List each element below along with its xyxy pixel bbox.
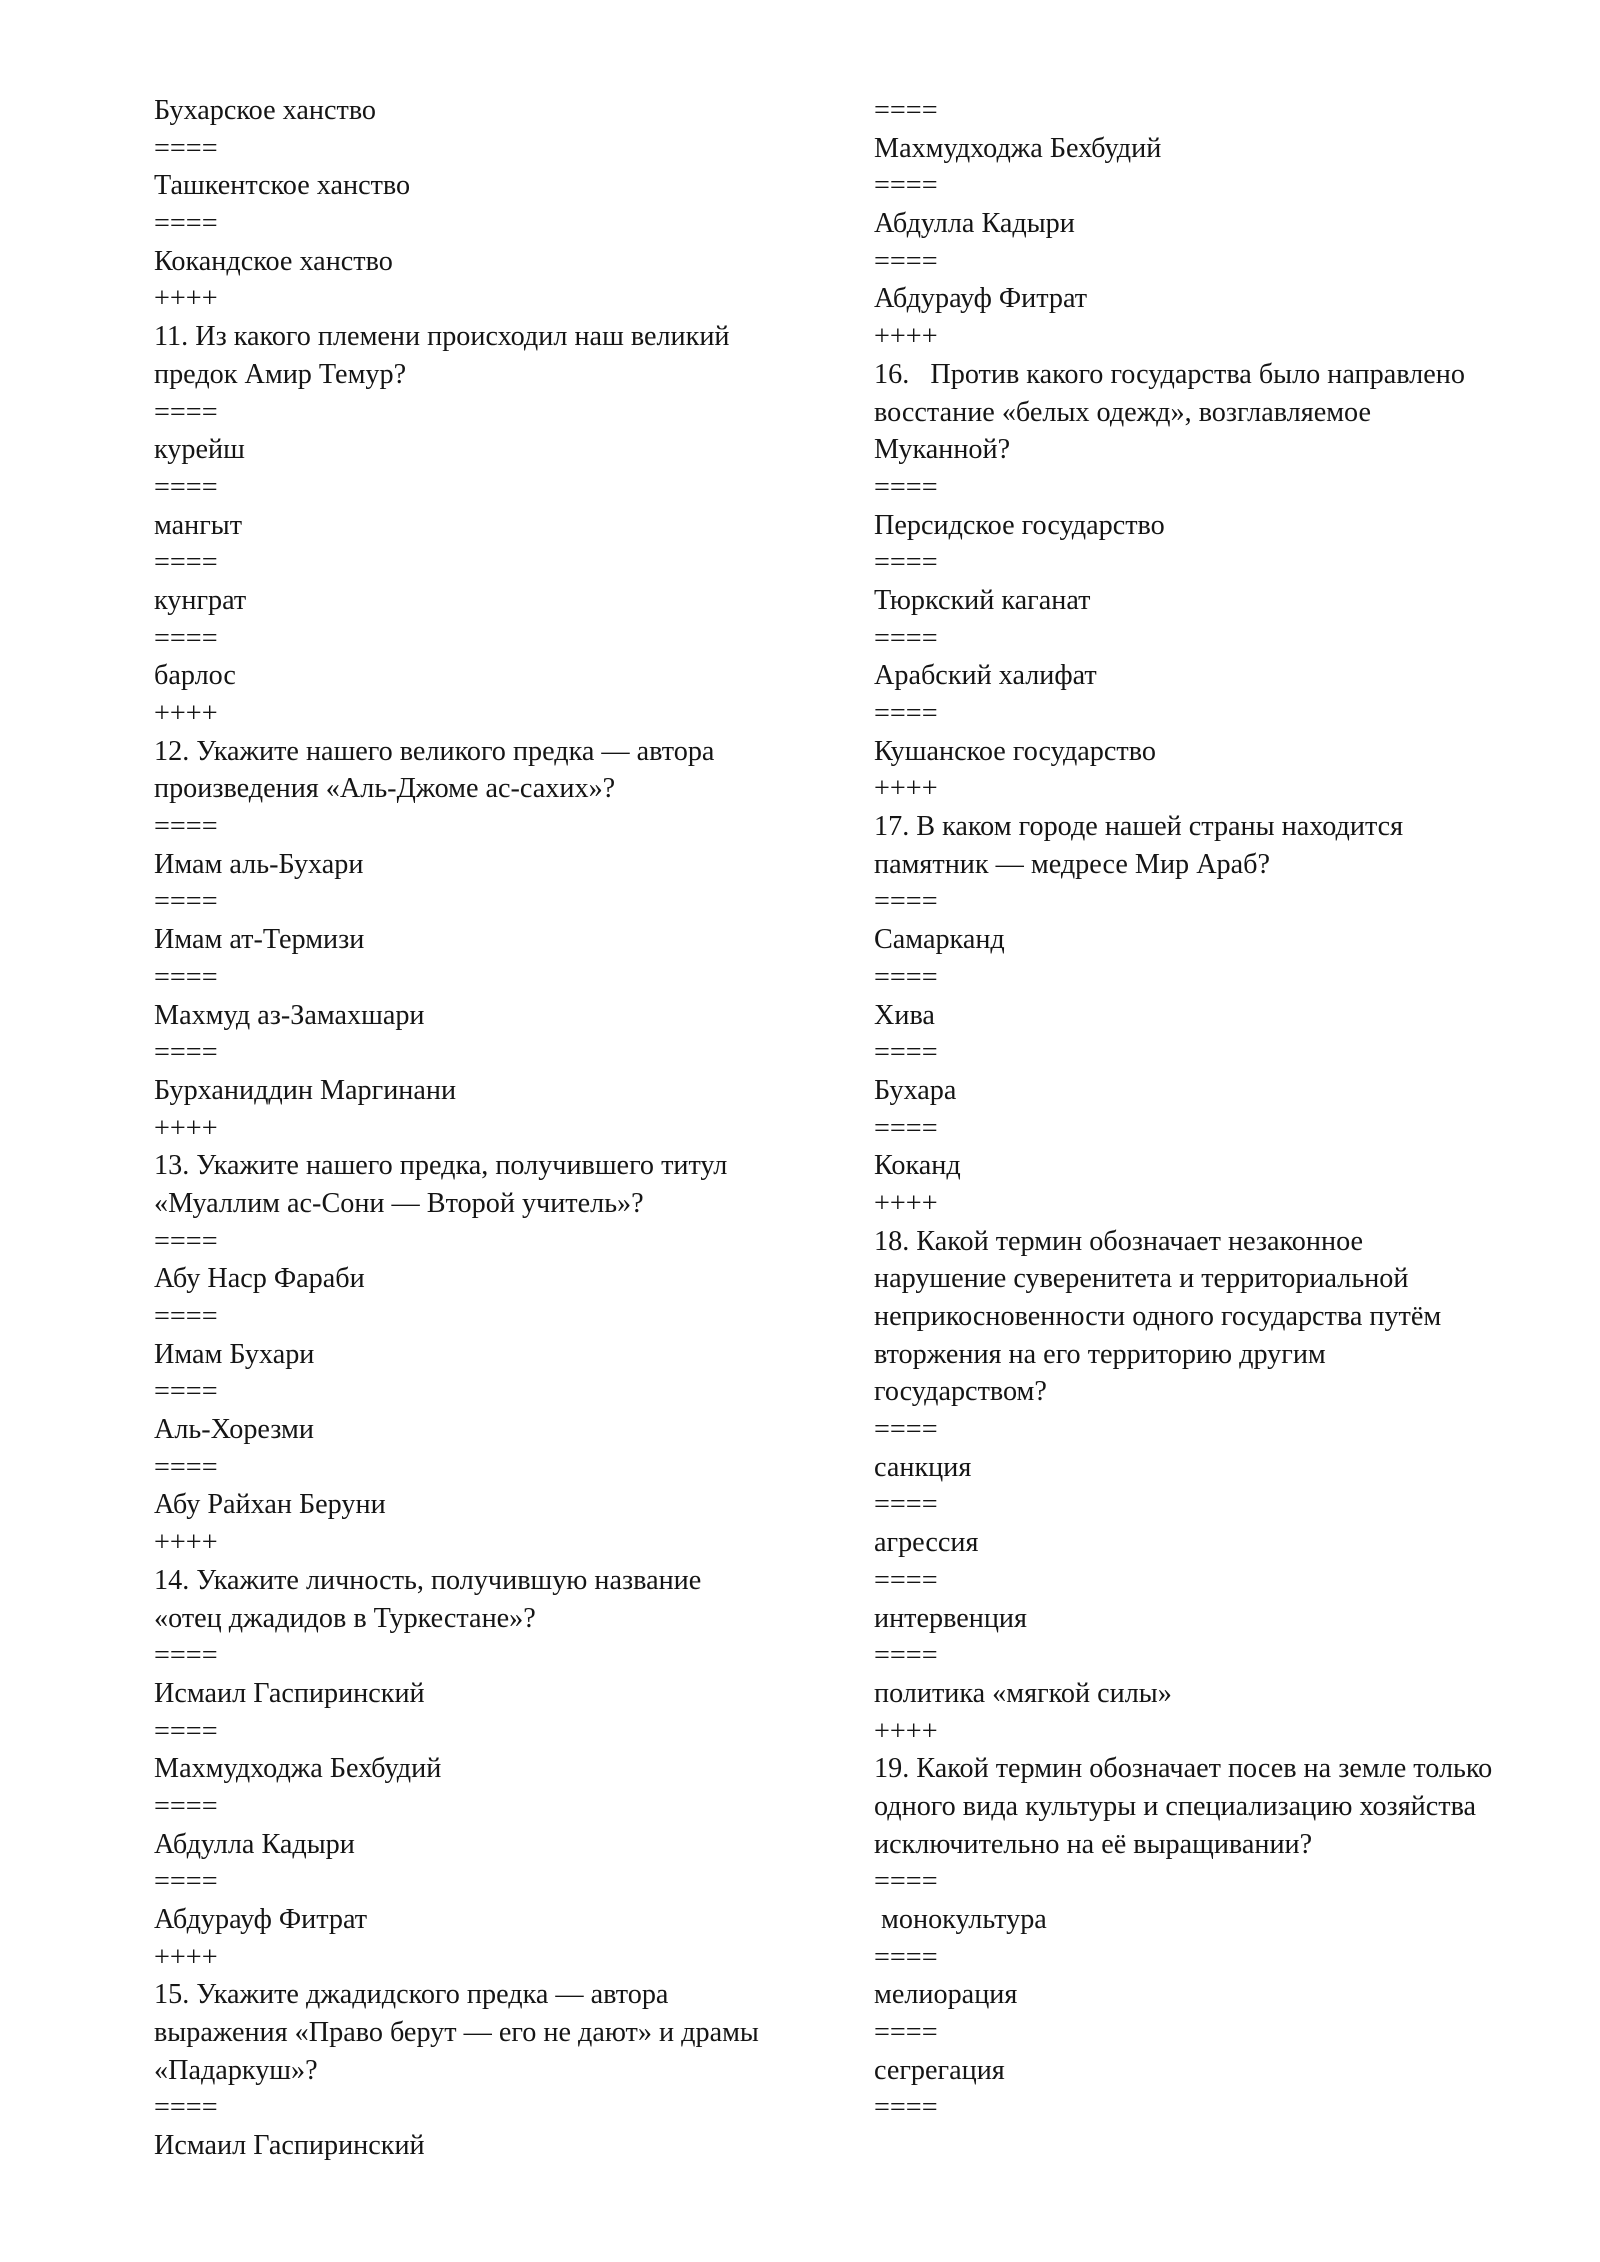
question-19-line: исключительно на её выращивании? [874, 1828, 1313, 1860]
answer-option: Махмудходжа Бехбудий [154, 1753, 442, 1785]
option-separator: ==== [874, 95, 938, 126]
option-separator: ==== [874, 547, 938, 579]
question-18-line: нарушение суверенитета и территориальной [874, 1263, 1409, 1295]
answer-option: Тюркский каганат [874, 584, 1091, 616]
answer-option: Абдурауф Фитрат [154, 1904, 368, 1935]
answer-option: Абдулла Кадыри [874, 208, 1075, 240]
option-separator: ==== [154, 622, 218, 654]
answer-option: Персидское государство [874, 509, 1165, 541]
question-12-line: 12. Укажите нашего великого предка — автора [154, 735, 715, 767]
question-11-line: предок Амир Темур? [154, 358, 407, 390]
question-15-line: «Падаркуш»? [154, 2054, 318, 2086]
question-13-line: 13. Укажите нашего предка, получившего титул [154, 1150, 728, 1182]
answer-option: Коканд [874, 1150, 961, 1182]
question-separator: ++++ [874, 1187, 938, 1219]
question-separator: ++++ [154, 1941, 218, 1973]
option-separator: ==== [154, 1301, 218, 1332]
question-separator: ++++ [874, 1715, 938, 1747]
question-18-line: 18. Какой термин обозначает незаконное [874, 1225, 1364, 1257]
right-column [874, 92, 1574, 2127]
question-separator: ++++ [154, 1112, 218, 1144]
option-separator: ==== [874, 1414, 938, 1446]
answer-option: Кокандское ханство [154, 245, 393, 277]
answer-option: санкция [874, 1451, 972, 1483]
question-15-line: выражения «Право берут — его не дают» и драмы [154, 2017, 759, 2049]
option-separator: ==== [874, 961, 938, 993]
question-17-line: 17. В каком городе нашей страны находится [874, 811, 1404, 843]
option-separator: ==== [874, 1037, 938, 1069]
question-16-line: 16. Против какого государства было направлено [874, 358, 1465, 390]
answer-option: Абдурауф Фитрат [874, 283, 1088, 315]
left-column [154, 92, 854, 2165]
option-separator: ==== [874, 622, 938, 654]
answer-option: Аль-Хорезми [154, 1414, 314, 1446]
question-18-line: вторжения на его территорию другим [874, 1338, 1326, 1370]
answer-option: Махмудходжа Бехбудий [874, 132, 1162, 164]
option-separator: ==== [154, 2092, 218, 2124]
question-separator: ++++ [874, 321, 938, 353]
option-separator: ==== [154, 132, 218, 164]
option-separator: ==== [154, 547, 218, 579]
option-separator: ==== [874, 1489, 938, 1521]
answer-option: политика «мягкой силы» [874, 1677, 1172, 1709]
question-16-line: Муканной? [874, 434, 1011, 466]
answer-option: барлос [154, 660, 236, 692]
option-separator: ==== [154, 1225, 218, 1257]
question-19-line: одного вида культуры и специализацию хозяйства [874, 1790, 1477, 1822]
option-separator: ==== [154, 471, 218, 503]
question-17-line: памятник — медресе Мир Араб? [874, 848, 1271, 880]
option-separator: ==== [874, 1564, 938, 1596]
answer-option: курейш [154, 434, 245, 466]
option-separator: ==== [874, 245, 938, 277]
answer-option: Самарканд [874, 924, 1005, 956]
answer-option: Абу Райхан Беруни [154, 1489, 386, 1521]
answer-option: кунграт [154, 584, 247, 616]
option-separator: ==== [874, 1866, 938, 1898]
question-separator: ++++ [874, 773, 938, 805]
option-separator: ==== [874, 2017, 938, 2049]
option-separator: ==== [154, 1376, 218, 1408]
answer-option: Абу Наср Фараби [154, 1263, 365, 1295]
question-15-line: 15. Укажите джадидского предка — автора [154, 1979, 669, 2011]
question-16-line: восстание «белых одежд», возглавляемое [874, 396, 1372, 428]
option-separator: ==== [874, 698, 938, 729]
question-12-line: произведения «Аль-Джоме ас-сахих»? [154, 773, 616, 805]
answer-option: Кушанское государство [874, 735, 1156, 767]
answer-option: мелиорация [874, 1979, 1018, 2011]
answer-option: Махмуд аз-Замахшари [154, 999, 425, 1031]
question-18-line: неприкосновенности одного государства путём [874, 1301, 1442, 1332]
question-separator: ++++ [154, 283, 218, 315]
option-separator: ==== [154, 811, 218, 843]
question-separator: ++++ [154, 1527, 218, 1559]
answer-option: Хива [874, 999, 935, 1031]
option-separator: ==== [154, 208, 218, 240]
question-18-line: государством? [874, 1376, 1047, 1408]
answer-option: Бухара [874, 1074, 957, 1106]
option-separator: ==== [874, 1640, 938, 1672]
option-separator: ==== [874, 1112, 938, 1144]
answer-option: Исмаил Гаспиринский [154, 1677, 425, 1709]
answer-option: агрессия [874, 1527, 979, 1559]
answer-option: Бухарское ханство [154, 95, 377, 126]
option-separator: ==== [874, 170, 938, 202]
answer-option: Имам аль-Бухари [154, 848, 364, 880]
question-19-line: 19. Какой термин обозначает посев на земле только [874, 1753, 1493, 1785]
answer-option: монокультура [874, 1904, 1047, 1935]
option-separator: ==== [874, 2092, 938, 2124]
option-separator: ==== [154, 1451, 218, 1483]
answer-option: мангыт [154, 509, 243, 541]
option-separator: ==== [154, 1640, 218, 1672]
answer-option: Ташкентское ханство [154, 170, 411, 202]
option-separator: ==== [154, 1790, 218, 1822]
answer-option: Арабский халифат [874, 660, 1097, 692]
question-separator: ++++ [154, 698, 218, 729]
option-separator: ==== [874, 471, 938, 503]
option-separator: ==== [154, 886, 218, 918]
question-14-line: «отец джадидов в Туркестане»? [154, 1602, 536, 1634]
question-11-line: 11. Из какого племени происходил наш великий [154, 321, 730, 353]
option-separator: ==== [874, 886, 938, 918]
answer-option: сегрегация [874, 2054, 1005, 2086]
answer-option: Имам Бухари [154, 1338, 315, 1370]
answer-option: Исмаил Гаспиринский [154, 2130, 425, 2162]
question-13-line: «Муаллим ас-Сони — Второй учитель»? [154, 1187, 644, 1219]
answer-option: Имам ат-Термизи [154, 924, 365, 956]
option-separator: ==== [154, 961, 218, 993]
answer-option: интервенция [874, 1602, 1027, 1634]
option-separator: ==== [154, 1037, 218, 1069]
answer-option: Абдулла Кадыри [154, 1828, 355, 1860]
option-separator: ==== [154, 1715, 218, 1747]
option-separator: ==== [154, 396, 218, 428]
option-separator: ==== [874, 1941, 938, 1973]
question-14-line: 14. Укажите личность, получившую название [154, 1564, 702, 1596]
option-separator: ==== [154, 1866, 218, 1898]
answer-option: Бурханиддин Маргинани [154, 1074, 457, 1106]
